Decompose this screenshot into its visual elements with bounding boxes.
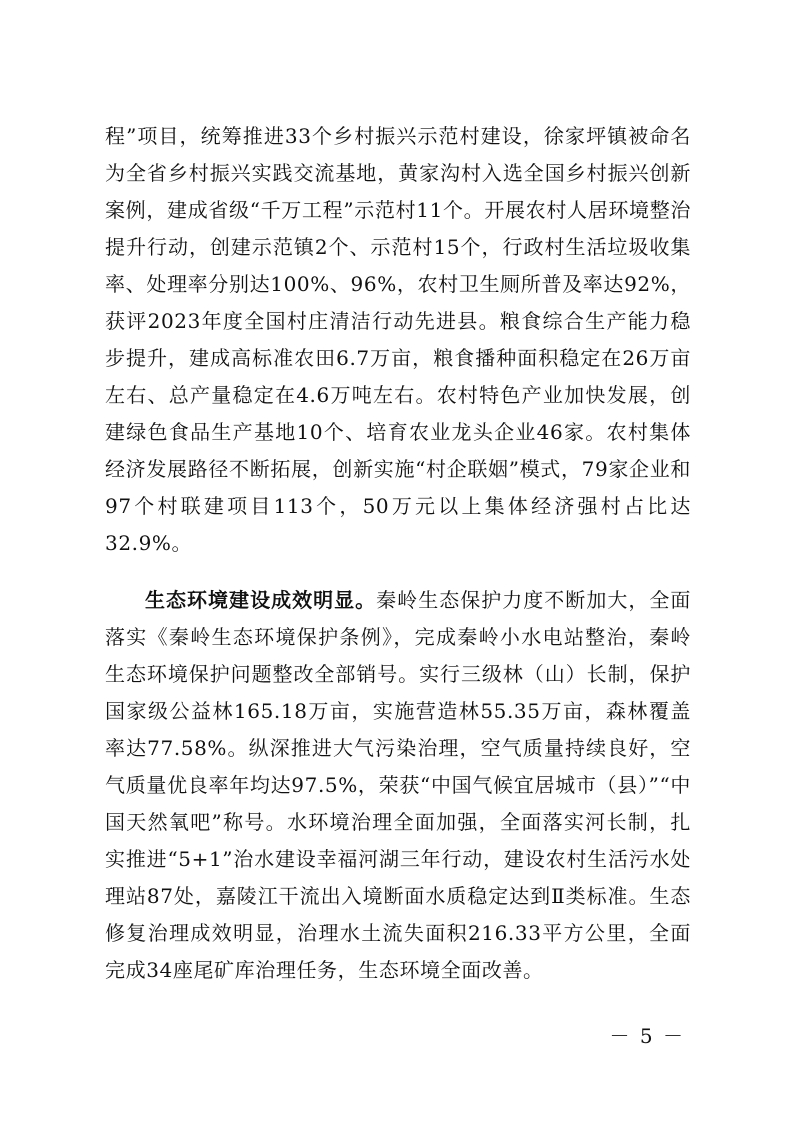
paragraph-text: 程”项目，统筹推进33个乡村振兴示范村建设，徐家坪镇被命名为全省乡村振兴实践交流基地，黄家沟村入选全国乡村振兴创新案例，建成省级“千万工程”示范村11个。开展农村人居环境整治提升行动，创建示范镇2个、示范村15个，行政村生活垃圾收集率、处理率分别达100%、96%，农村卫生厕所普及率达92%，获评2023年度全国村庄清洁行动先进县。粮食综合生产能力稳步提升，建成高标准农田6.7万亩，粮食播种面积稳定在26万亩左右、总产量稳定在4.6万吨左右。农村特色产业加快发展，创建绿色食品生产基地10个、培育农业龙头企业46家。农村集体经济发展路径不断拓展，创新实施“村企联姻”模式，79家企业和97个村联建项目113个，50万元以上集体经济强村占比达32.9%。 — [105, 124, 691, 555]
page-number: － 5 － — [609, 1024, 685, 1048]
body-paragraph-ecology — [105, 582, 691, 989]
body-paragraph-continued — [105, 118, 691, 562]
paragraph-lead-heading: 生态环境建设成效明显。 — [145, 588, 377, 612]
paragraph-text: 秦岭生态保护力度不断加大，全面落实《秦岭生态环境保护条例》，完成秦岭小水电站整治，秦岭生态环境保护问题整改全部销号。实行三级林（山）长制，保护国家级公益林165.18万亩，实施营造林55.35万亩，森林覆盖率达77.58%。纵深推进大气污染治理，空气质量持续良好，空气质量优良率年均达97.5%，荣获“中国气候宜居城市（县）”“中国天然氧吧”称号。水环境治理全面加强，全面落实河长制，扎实推进“5+1”治水建设幸福河湖三年行动，建设农村生活污水处理站87处，嘉陵江干流出入境断面水质稳定达到Ⅱ类标准。生态修复治理成效明显，治理水土流失面积216.33平方公里，全面完成34座尾矿库治理任务，生态环境全面改善。 — [105, 588, 691, 982]
